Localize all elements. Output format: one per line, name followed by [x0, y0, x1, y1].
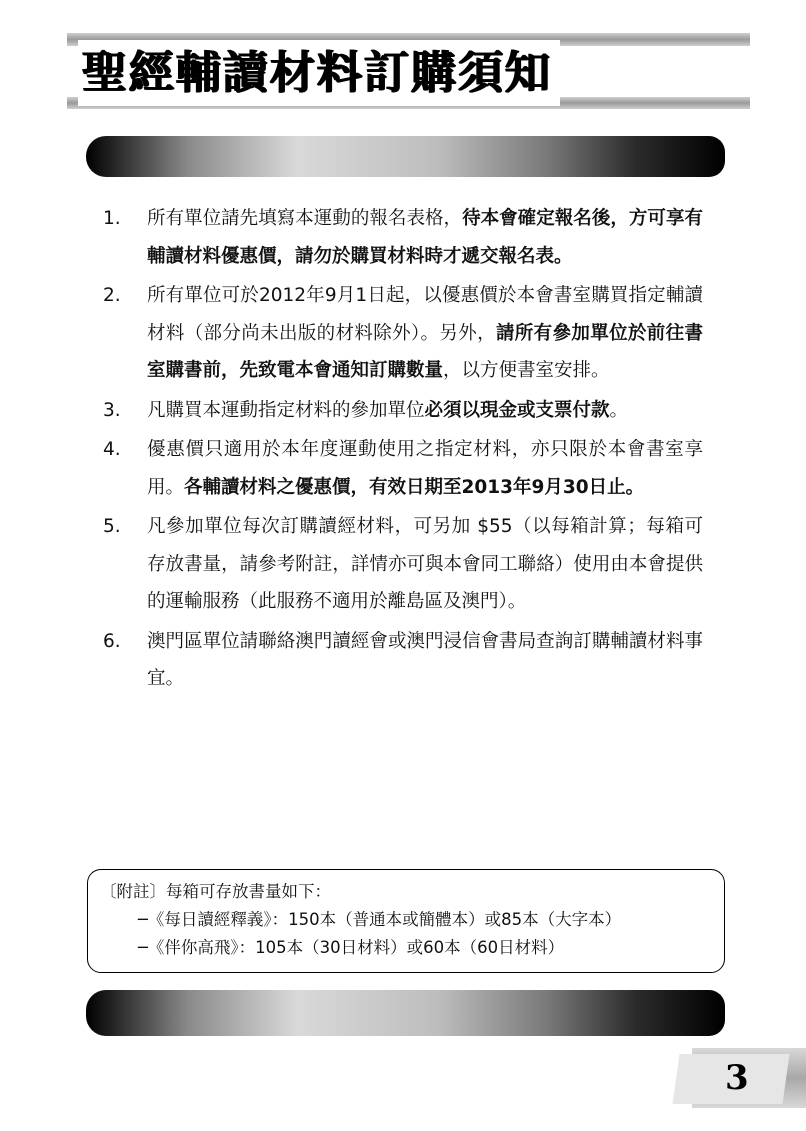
- item-number: 6.: [103, 630, 121, 652]
- item-number: 1.: [103, 208, 121, 229]
- list-item: [103, 508, 703, 621]
- footnote-box: [87, 869, 725, 973]
- item-text: 凡購買本運動指定材料的參加單位必須以現金或支票付款。: [147, 399, 629, 421]
- list-item: [103, 623, 703, 698]
- list-item: [103, 431, 703, 506]
- item-number: 3.: [103, 399, 121, 421]
- item-text: 凡參加單位每次訂購讀經材料，可另加 $55（以每箱計算；每箱可存放書量，請參考附註，詳情亦可與本會同工聯絡）使用由本會提供的運輸服務（此服務不適用於離島區及澳門）。: [147, 516, 703, 612]
- list-item: [103, 277, 703, 390]
- footnote-title: 〔附註〕每箱可存放書量如下：: [100, 882, 331, 901]
- gradient-banner-top: [86, 136, 725, 177]
- item-number: 2.: [103, 285, 121, 306]
- footnote-line: ─《每日讀經釋義》：150本（普通本或簡體本）或85本（大字本）: [138, 910, 622, 929]
- page-number: 3: [725, 1058, 749, 1098]
- item-text: 所有單位請先填寫本運動的報名表格，待本會確定報名後，方可享有輔讀材料優惠價，請勿於購買材料時才遞交報名表。: [147, 208, 703, 267]
- notice-list: [103, 200, 703, 700]
- gradient-banner-bottom: [86, 990, 725, 1036]
- footnote-line: ─《伴你高飛》：105本（30日材料）或60本（60日材料）: [138, 938, 565, 957]
- page-title: 聖經輔讀材料訂購須知: [78, 40, 560, 106]
- item-text: 所有單位可於2012年9月1日起，以優惠價於本會書室購買指定輔讀材料（部分尚未出版的材料除外）。另外，請所有參加單位於前往書室購書前，先致電本會通知訂購數量，以方便書室安排。: [147, 285, 703, 381]
- item-text: 澳門區單位請聯絡澳門讀經會或澳門浸信會書局查詢訂購輔讀材料事宜。: [147, 630, 703, 689]
- item-text: 優惠價只適用於本年度運動使用之指定材料，亦只限於本會書室享用。各輔讀材料之優惠價，有效日期至2013年9月30日止。: [147, 439, 703, 498]
- list-item: [103, 392, 703, 430]
- item-number: 5.: [103, 516, 121, 537]
- item-number: 4.: [103, 439, 121, 460]
- list-item: [103, 200, 703, 275]
